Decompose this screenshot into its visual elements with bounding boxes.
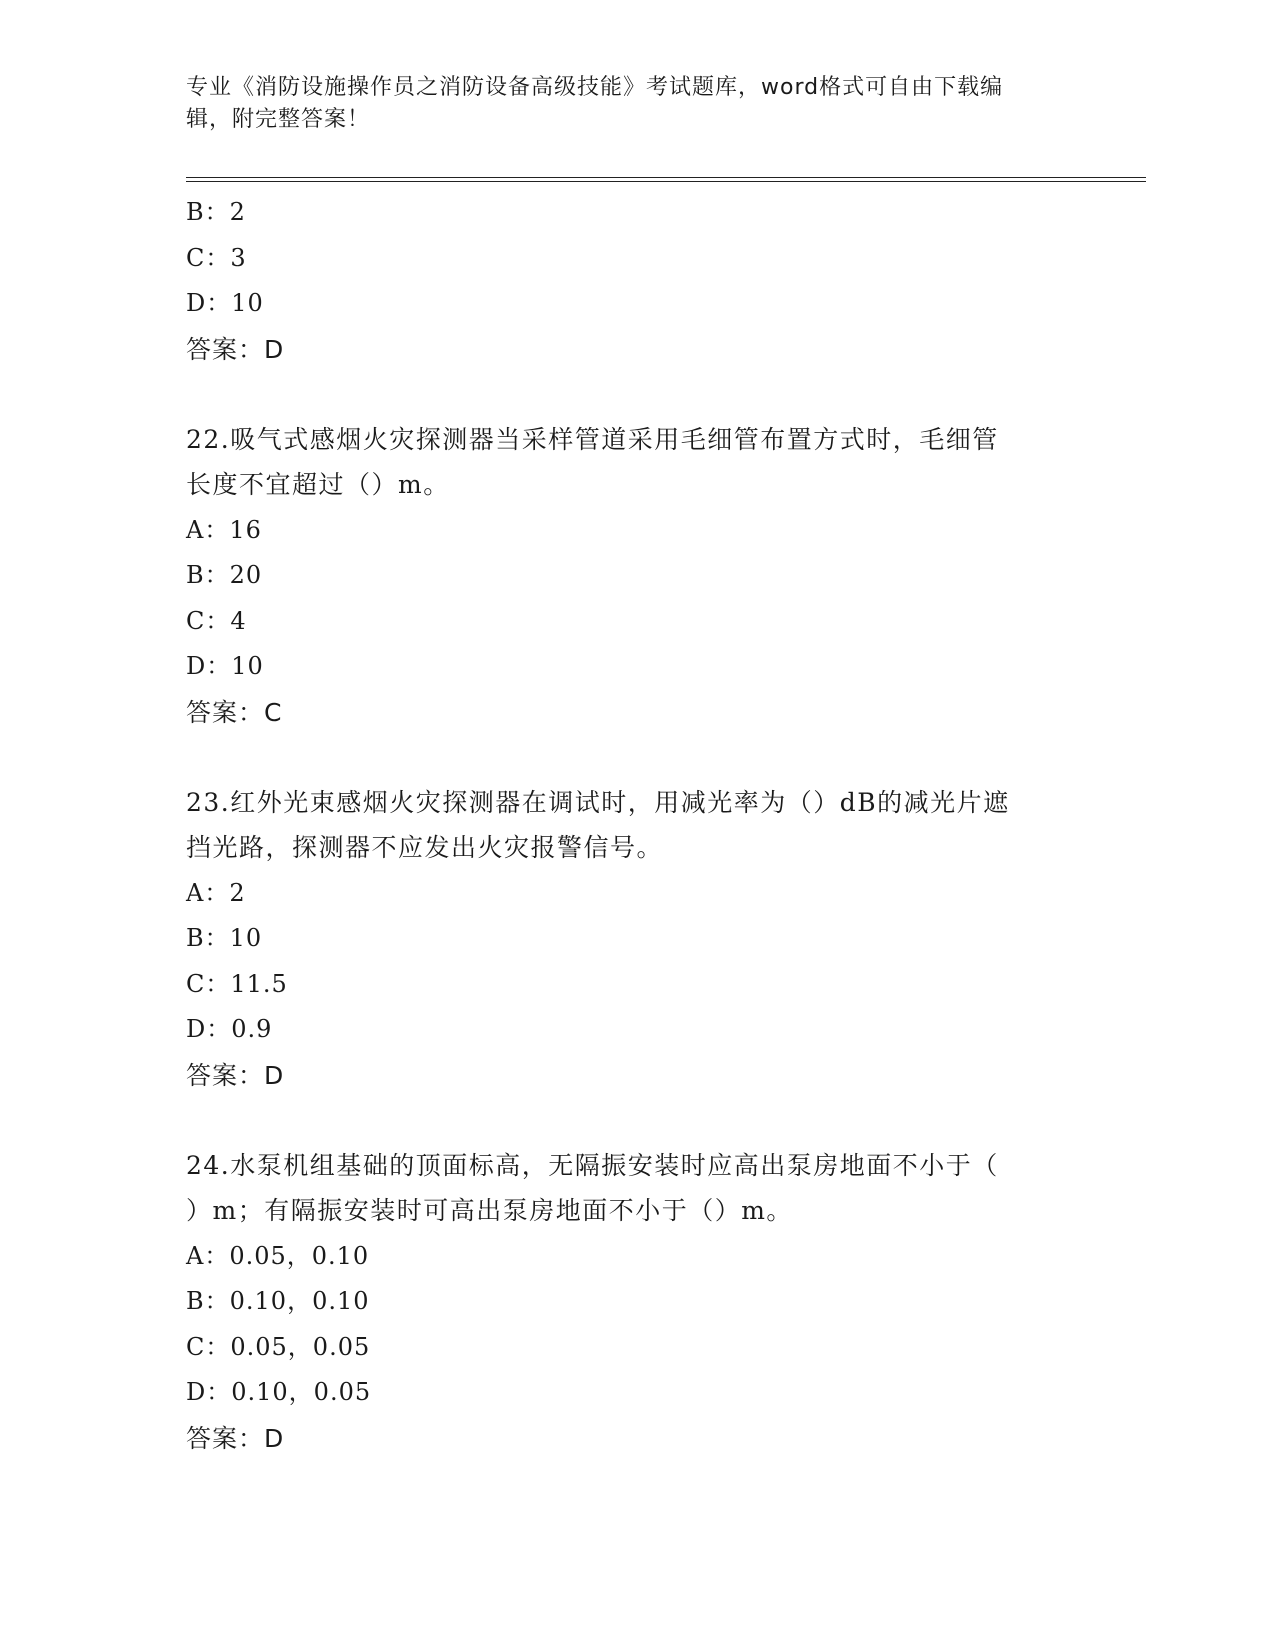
stem-line-1: 24.水泵机组基础的顶面标高，无隔振安装时应高出泵房地面不小于（ bbox=[186, 1150, 999, 1180]
option-b: B：10 bbox=[186, 924, 263, 952]
question-block-23 bbox=[186, 780, 1066, 1099]
answer-line: 答案：D bbox=[186, 334, 285, 364]
stem-line-2: ）m；有隔振安装时可高出泵房地面不小于（）m。 bbox=[186, 1196, 793, 1225]
header-line-1: 专业《消防设施操作员之消防设备高级技能》考试题库，word格式可自由下载编 bbox=[186, 75, 1004, 100]
option-a: A：0.05，0.10 bbox=[186, 1241, 370, 1270]
option-d: D：0.10，0.05 bbox=[186, 1378, 372, 1406]
stem-line-2: 挡光路，探测器不应发出火灾报警信号。 bbox=[186, 833, 664, 862]
question-stem bbox=[186, 1143, 1066, 1234]
answer-line: 答案：D bbox=[186, 1423, 285, 1453]
option-d: D：10 bbox=[186, 289, 264, 317]
option-c: C：11.5 bbox=[186, 969, 288, 998]
option-d: D：10 bbox=[186, 652, 264, 680]
question-block-24 bbox=[186, 1143, 1066, 1462]
header-line-2: 辑，附完整答案！ bbox=[186, 107, 371, 132]
stem-line-2: 长度不宜超过（）m。 bbox=[186, 470, 450, 499]
answer-line: 答案：C bbox=[186, 697, 283, 727]
question-block-22 bbox=[186, 417, 1066, 736]
answer-line: 答案：D bbox=[186, 1060, 285, 1090]
prev-question-block bbox=[186, 190, 1066, 373]
option-c: C：3 bbox=[186, 243, 247, 272]
question-list bbox=[186, 190, 1066, 1462]
header-divider-top bbox=[186, 177, 1146, 178]
header-divider-bottom bbox=[186, 181, 1146, 182]
option-a: A：2 bbox=[186, 878, 246, 907]
stem-line-1: 22.吸气式感烟火灾探测器当采样管道采用毛细管布置方式时，毛细管 bbox=[186, 424, 999, 454]
document-header bbox=[186, 72, 1066, 136]
option-a: A：16 bbox=[186, 515, 262, 544]
option-d: D：0.9 bbox=[186, 1015, 273, 1043]
question-stem bbox=[186, 417, 1066, 508]
option-b: B：2 bbox=[186, 198, 246, 226]
option-c: C：4 bbox=[186, 606, 247, 635]
option-c: C：0.05，0.05 bbox=[186, 1332, 371, 1361]
option-b: B：20 bbox=[186, 561, 263, 589]
question-stem bbox=[186, 780, 1066, 871]
option-b: B：0.10，0.10 bbox=[186, 1287, 370, 1315]
stem-line-1: 23.红外光束感烟火灾探测器在调试时，用减光率为（）dB的减光片遮 bbox=[186, 787, 1010, 817]
